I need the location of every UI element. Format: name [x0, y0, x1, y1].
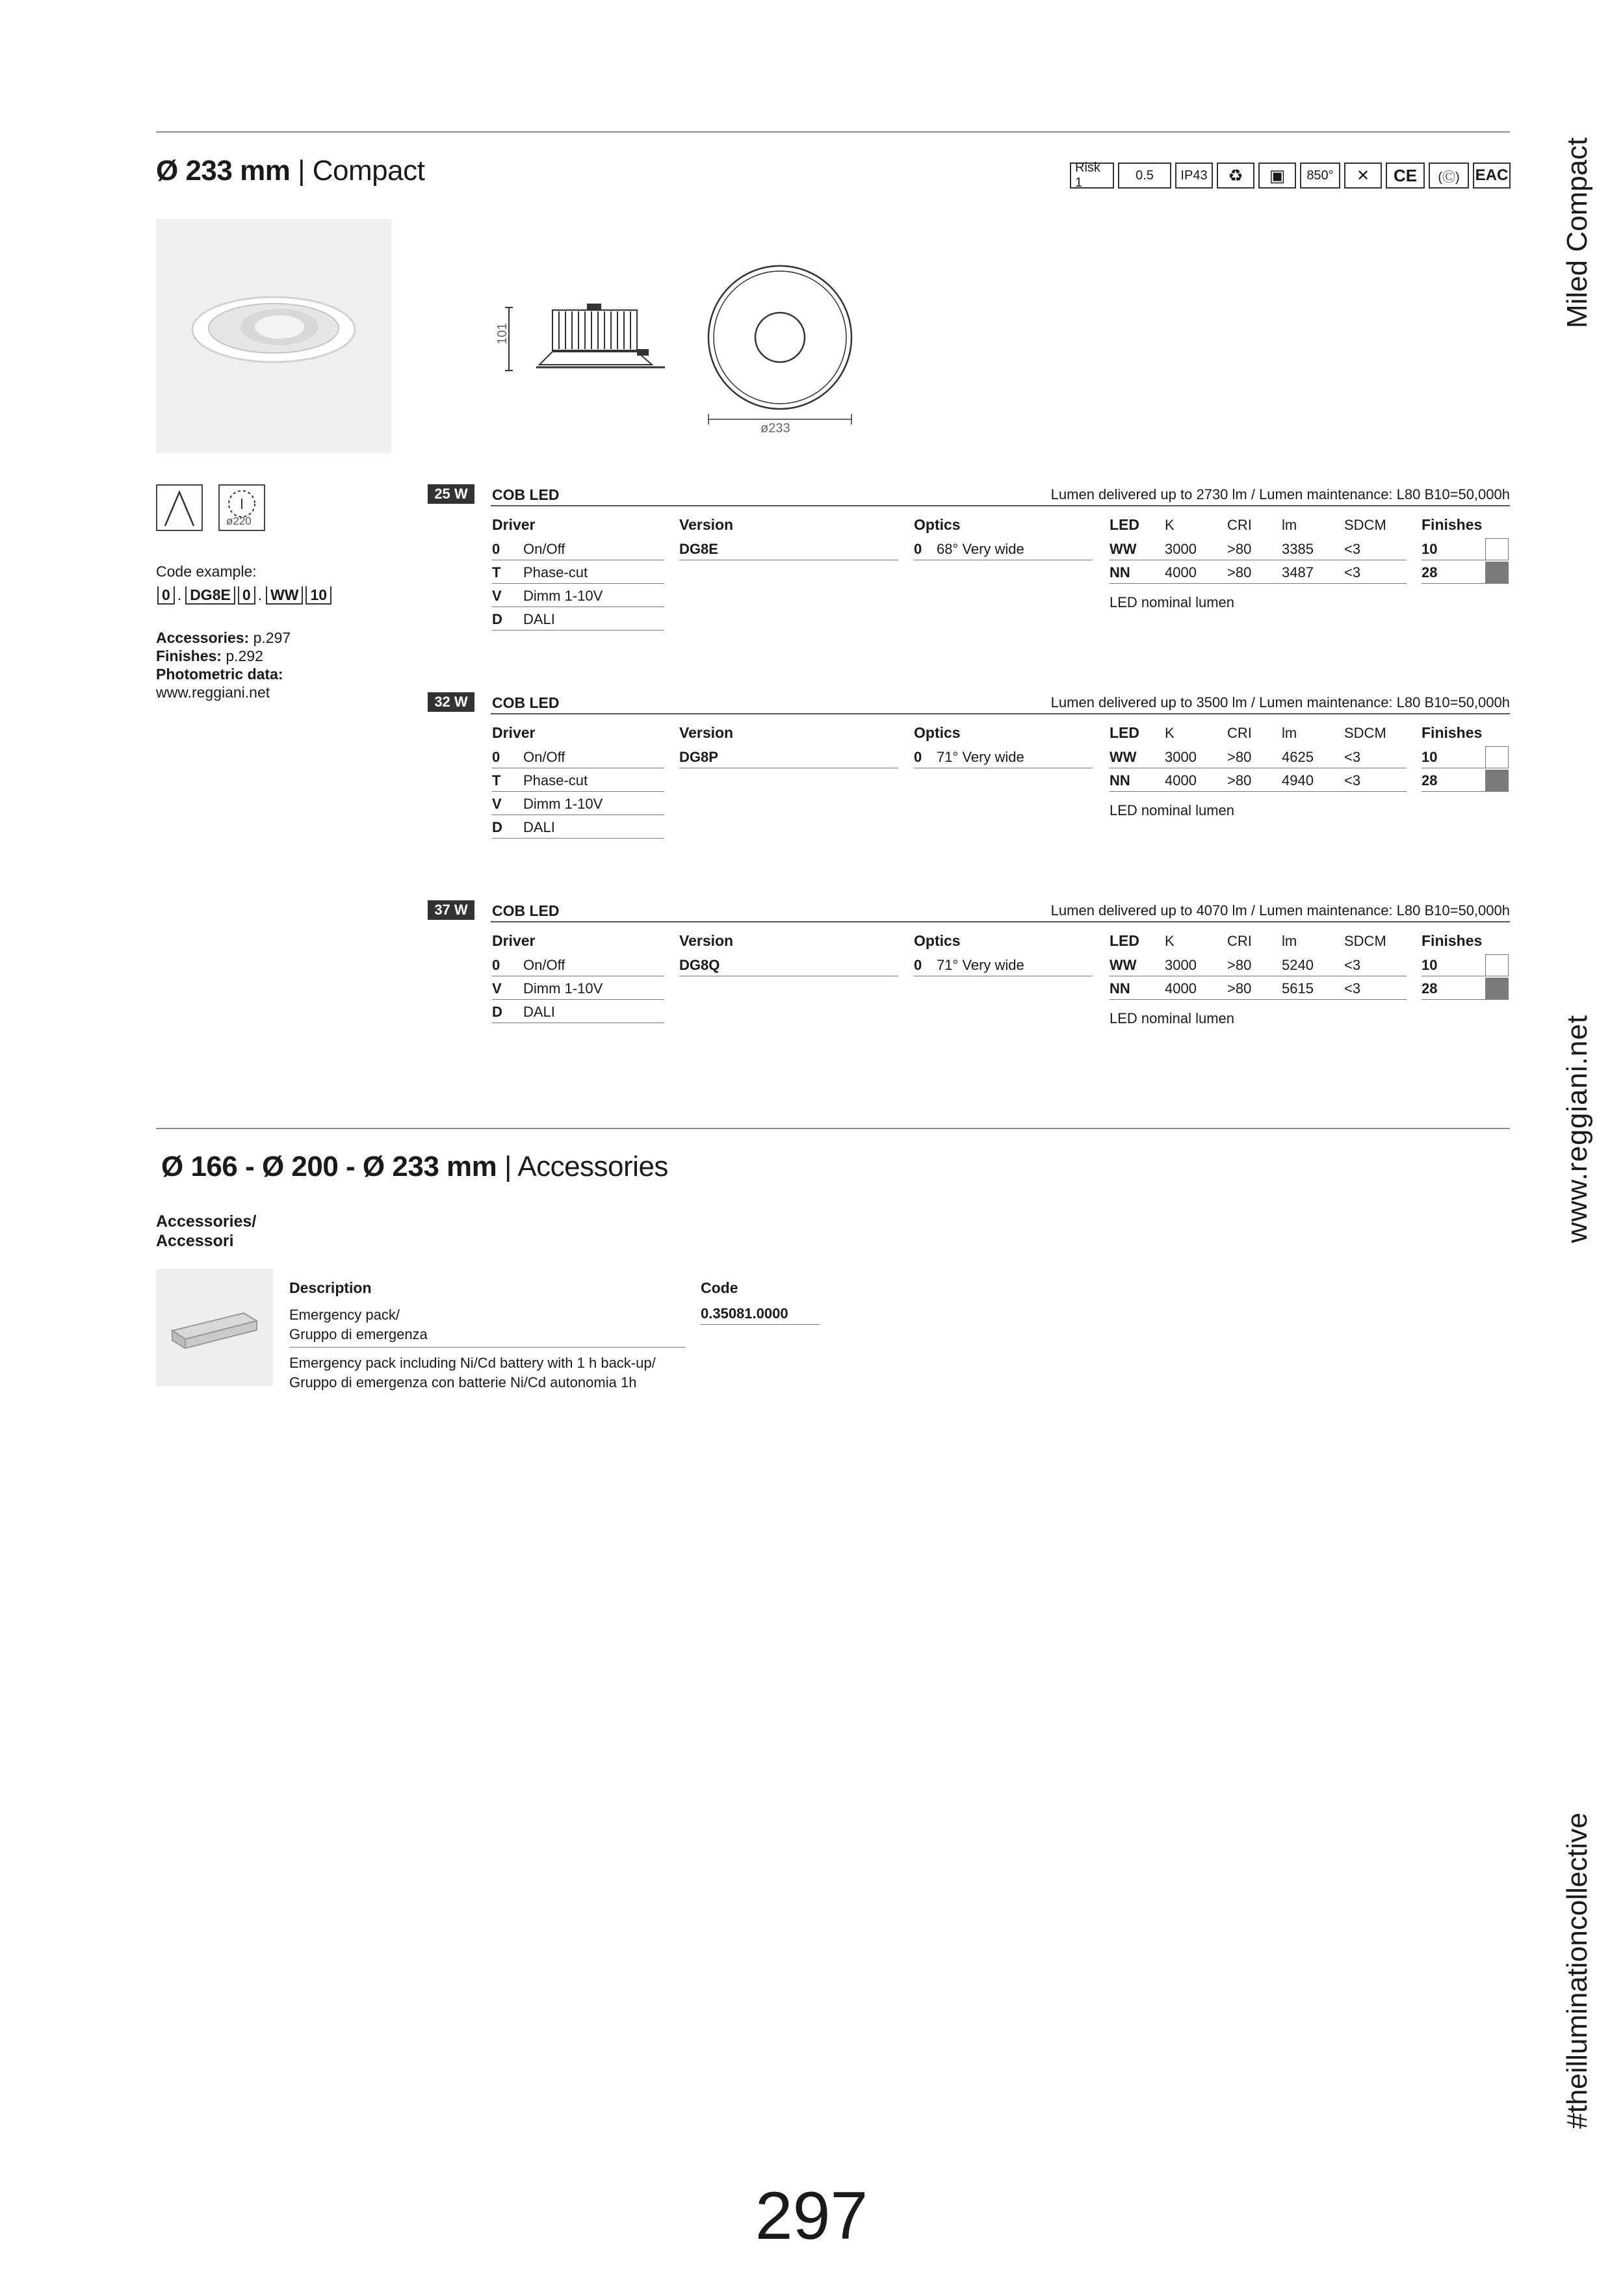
row-rule [492, 838, 664, 839]
led-lm: 4625 [1282, 749, 1314, 765]
driver-row: V [492, 588, 502, 604]
led-nominal-note: LED nominal lumen [1110, 594, 1234, 610]
lm-header: lm [1282, 517, 1297, 533]
led-cri: >80 [1227, 980, 1252, 997]
cri-header: CRI [1227, 725, 1252, 741]
led-lm: 5240 [1282, 957, 1314, 973]
led-type: COB LED [492, 902, 560, 919]
ccc-mark-icon: (Ⓒ) [1429, 163, 1469, 189]
finish-code: 10 [1422, 957, 1438, 973]
item-name-line1: Emergency pack/ [289, 1307, 400, 1323]
led-header: LED [1110, 724, 1139, 741]
code-example-label: Code example: [156, 563, 257, 580]
driver-header: Driver [492, 516, 536, 533]
k-header: K [1165, 933, 1175, 949]
led-cri: >80 [1227, 564, 1252, 581]
driver-row: T [492, 564, 501, 581]
led-sdcm: <3 [1344, 749, 1361, 765]
k-header: K [1165, 725, 1175, 741]
finish-code: 10 [1422, 749, 1438, 765]
row-rule [289, 1347, 686, 1348]
led-nominal-note: LED nominal lumen [1110, 1010, 1234, 1026]
driver-row: D [492, 819, 502, 835]
cri-header: CRI [1227, 517, 1252, 533]
top-rule [156, 131, 1510, 133]
page-number: 297 [755, 2178, 868, 2254]
finish-swatch-white [1485, 954, 1509, 976]
lm-header: lm [1282, 725, 1297, 741]
top-view-drawing [703, 263, 857, 432]
version-header: Version [679, 516, 734, 533]
finish-code: 28 [1422, 564, 1438, 581]
block-rule [491, 921, 1510, 922]
block-rule [491, 713, 1510, 714]
led-k: 4000 [1165, 980, 1197, 997]
optics-code: 0 [914, 749, 922, 765]
led-cri: >80 [1227, 541, 1252, 557]
page-title: Ø 233 mm | Compact [156, 155, 425, 187]
accessories-title: Ø 166 - Ø 200 - Ø 233 mm | Accessories [161, 1151, 668, 1182]
optics-header: Optics [914, 516, 961, 533]
k-header: K [1165, 517, 1175, 533]
wattage-badge: 25 W [428, 484, 474, 504]
led-cri: >80 [1227, 957, 1252, 973]
block-rule [491, 505, 1510, 506]
sdcm-header: SDCM [1344, 933, 1386, 949]
version-code: DG8P [679, 749, 718, 765]
photometric-label: Photometric data: [156, 666, 283, 683]
led-code: WW [1110, 541, 1137, 557]
optics-header: Optics [914, 932, 961, 949]
driver-label: Dimm 1-10V [523, 796, 603, 812]
finish-swatch-grey [1485, 770, 1509, 792]
driver-label: On/Off [523, 541, 565, 557]
ce-mark-icon: CE [1386, 163, 1425, 189]
wattage-badge: 32 W [428, 692, 474, 712]
led-sdcm: <3 [1344, 980, 1361, 997]
accessories-ref: Accessories: p.297 [156, 629, 291, 646]
version-header: Version [679, 724, 734, 741]
driver-label: Dimm 1-10V [523, 980, 603, 997]
code-example: 0 . DG8E 0 . WW 10 [157, 586, 334, 605]
led-cri: >80 [1227, 772, 1252, 789]
led-k: 4000 [1165, 564, 1197, 581]
side-product-name: Miled Compact [1561, 137, 1593, 328]
code-led: WW [266, 586, 303, 605]
cri-header: CRI [1227, 933, 1252, 949]
version-code: DG8Q [679, 957, 720, 973]
row-rule [492, 999, 664, 1000]
driver-label: On/Off [523, 957, 565, 973]
code-optics: 0 [238, 586, 255, 605]
optics-code: 0 [914, 957, 922, 973]
led-type: COB LED [492, 486, 560, 503]
finishes-header: Finishes [1422, 516, 1483, 533]
code-header: Code [701, 1279, 738, 1296]
driver-header: Driver [492, 724, 536, 741]
temperature-badge: 850° [1300, 163, 1340, 189]
code-version: DG8E [185, 586, 235, 605]
version-code: DG8E [679, 541, 718, 557]
certification-badges [1070, 163, 1511, 191]
item-desc-line1: Emergency pack including Ni/Cd battery with 1 h back-up/ [289, 1355, 656, 1371]
driver-row: 0 [492, 749, 500, 765]
row-rule [1422, 583, 1485, 584]
lumen-note: Lumen delivered up to 4070 lm / Lumen maintenance: L80 B10=50,000h [1050, 902, 1510, 919]
wattage-badge: 37 W [428, 900, 474, 920]
row-rule [1422, 999, 1485, 1000]
side-view-drawing [491, 296, 674, 380]
led-code: NN [1110, 980, 1130, 997]
led-lm: 3385 [1282, 541, 1314, 557]
finish-swatch-white [1485, 538, 1509, 560]
finish-code: 10 [1422, 541, 1438, 557]
finish-swatch-grey [1485, 562, 1509, 584]
finish-swatch-grey [1485, 978, 1509, 1000]
led-code: WW [1110, 957, 1137, 973]
driver-row: T [492, 772, 501, 789]
lumen-note: Lumen delivered up to 2730 lm / Lumen maintenance: L80 B10=50,000h [1050, 486, 1510, 502]
led-nominal-note: LED nominal lumen [1110, 802, 1234, 818]
height-label: 101 [495, 322, 510, 345]
row-rule [1110, 999, 1407, 1000]
no-insulation-icon: ✕ [1344, 163, 1382, 189]
driver-row: 0 [492, 957, 500, 973]
led-code: NN [1110, 564, 1130, 581]
led-k: 3000 [1165, 957, 1197, 973]
eac-mark-icon: EAC [1473, 163, 1511, 189]
finish-code: 28 [1422, 980, 1438, 997]
ip-badge: IP43 [1175, 163, 1213, 189]
item-code: 0.35081.0000 [701, 1305, 788, 1322]
class-ii-icon: ▣ [1258, 163, 1296, 189]
optics-header: Optics [914, 724, 961, 741]
finishes-header: Finishes [1422, 932, 1483, 949]
item-name-line2: Gruppo di emergenza [289, 1326, 428, 1342]
driver-label: DALI [523, 1004, 555, 1020]
version-header: Version [679, 932, 734, 949]
driver-label: DALI [523, 819, 555, 835]
photometric-url[interactable]: www.reggiani.net [156, 684, 270, 701]
diameter-label: ø233 [760, 421, 790, 436]
row-rule [701, 1324, 820, 1325]
led-lm: 3487 [1282, 564, 1314, 581]
cutout-label: ø220 [226, 515, 252, 527]
row-rule [492, 583, 664, 584]
led-sdcm: <3 [1344, 541, 1361, 557]
led-cri: >80 [1227, 749, 1252, 765]
side-hashtag: #theilluminationcollective [1561, 1812, 1593, 2129]
code-driver: 0 [157, 586, 175, 605]
product-photo [156, 219, 391, 453]
accessories-label: Accessories/ Accessori [156, 1212, 257, 1250]
led-sdcm: <3 [1344, 564, 1361, 581]
led-lm: 4940 [1282, 772, 1314, 789]
code-finish: 10 [305, 586, 331, 605]
finishes-header: Finishes [1422, 724, 1483, 741]
led-lm: 5615 [1282, 980, 1314, 997]
driver-label: DALI [523, 611, 555, 627]
finish-swatch-white [1485, 746, 1509, 768]
description-header: Description [289, 1279, 372, 1296]
driver-row: V [492, 980, 502, 997]
lumen-note: Lumen delivered up to 3500 lm / Lumen maintenance: L80 B10=50,000h [1050, 694, 1510, 711]
row-rule [1110, 583, 1407, 584]
led-k: 3000 [1165, 749, 1197, 765]
led-sdcm: <3 [1344, 957, 1361, 973]
led-k: 4000 [1165, 772, 1197, 789]
led-code: NN [1110, 772, 1130, 789]
driver-row: D [492, 1004, 502, 1020]
row-rule [1422, 791, 1485, 792]
row-rule [1110, 791, 1407, 792]
emergency-pack-photo [156, 1269, 273, 1386]
item-desc-line2: Gruppo di emergenza con batterie Ni/Cd autonomia 1h [289, 1374, 637, 1390]
optics-text: 71° Very wide [937, 957, 1024, 973]
finish-code: 28 [1422, 772, 1438, 789]
lm-header: lm [1282, 933, 1297, 949]
driver-label: Phase-cut [523, 772, 588, 789]
driver-row: V [492, 796, 502, 812]
finishes-ref: Finishes: p.292 [156, 647, 263, 664]
led-header: LED [1110, 932, 1139, 949]
led-code: WW [1110, 749, 1137, 765]
sdcm-header: SDCM [1344, 517, 1386, 533]
driver-label: Dimm 1-10V [523, 588, 603, 604]
row-rule [492, 791, 664, 792]
driver-label: On/Off [523, 749, 565, 765]
weight-badge: 0.5 [1118, 163, 1171, 189]
optics-text: 71° Very wide [937, 749, 1024, 765]
led-header: LED [1110, 516, 1139, 533]
led-type: COB LED [492, 694, 560, 711]
optics-code: 0 [914, 541, 922, 557]
driver-header: Driver [492, 932, 536, 949]
led-sdcm: <3 [1344, 772, 1361, 789]
row-rule [492, 630, 664, 631]
led-k: 3000 [1165, 541, 1197, 557]
beam-angle-icon [156, 484, 203, 531]
driver-row: D [492, 611, 502, 627]
risk-badge: Risk 1 [1070, 163, 1114, 189]
cutout-icon [218, 484, 265, 531]
optics-text: 68° Very wide [937, 541, 1024, 557]
driver-label: Phase-cut [523, 564, 588, 581]
recycle-icon: ♻ [1217, 163, 1254, 189]
side-website: www.reggiani.net [1561, 1014, 1593, 1243]
sdcm-header: SDCM [1344, 725, 1386, 741]
driver-row: 0 [492, 541, 500, 557]
accessories-rule [156, 1128, 1510, 1129]
